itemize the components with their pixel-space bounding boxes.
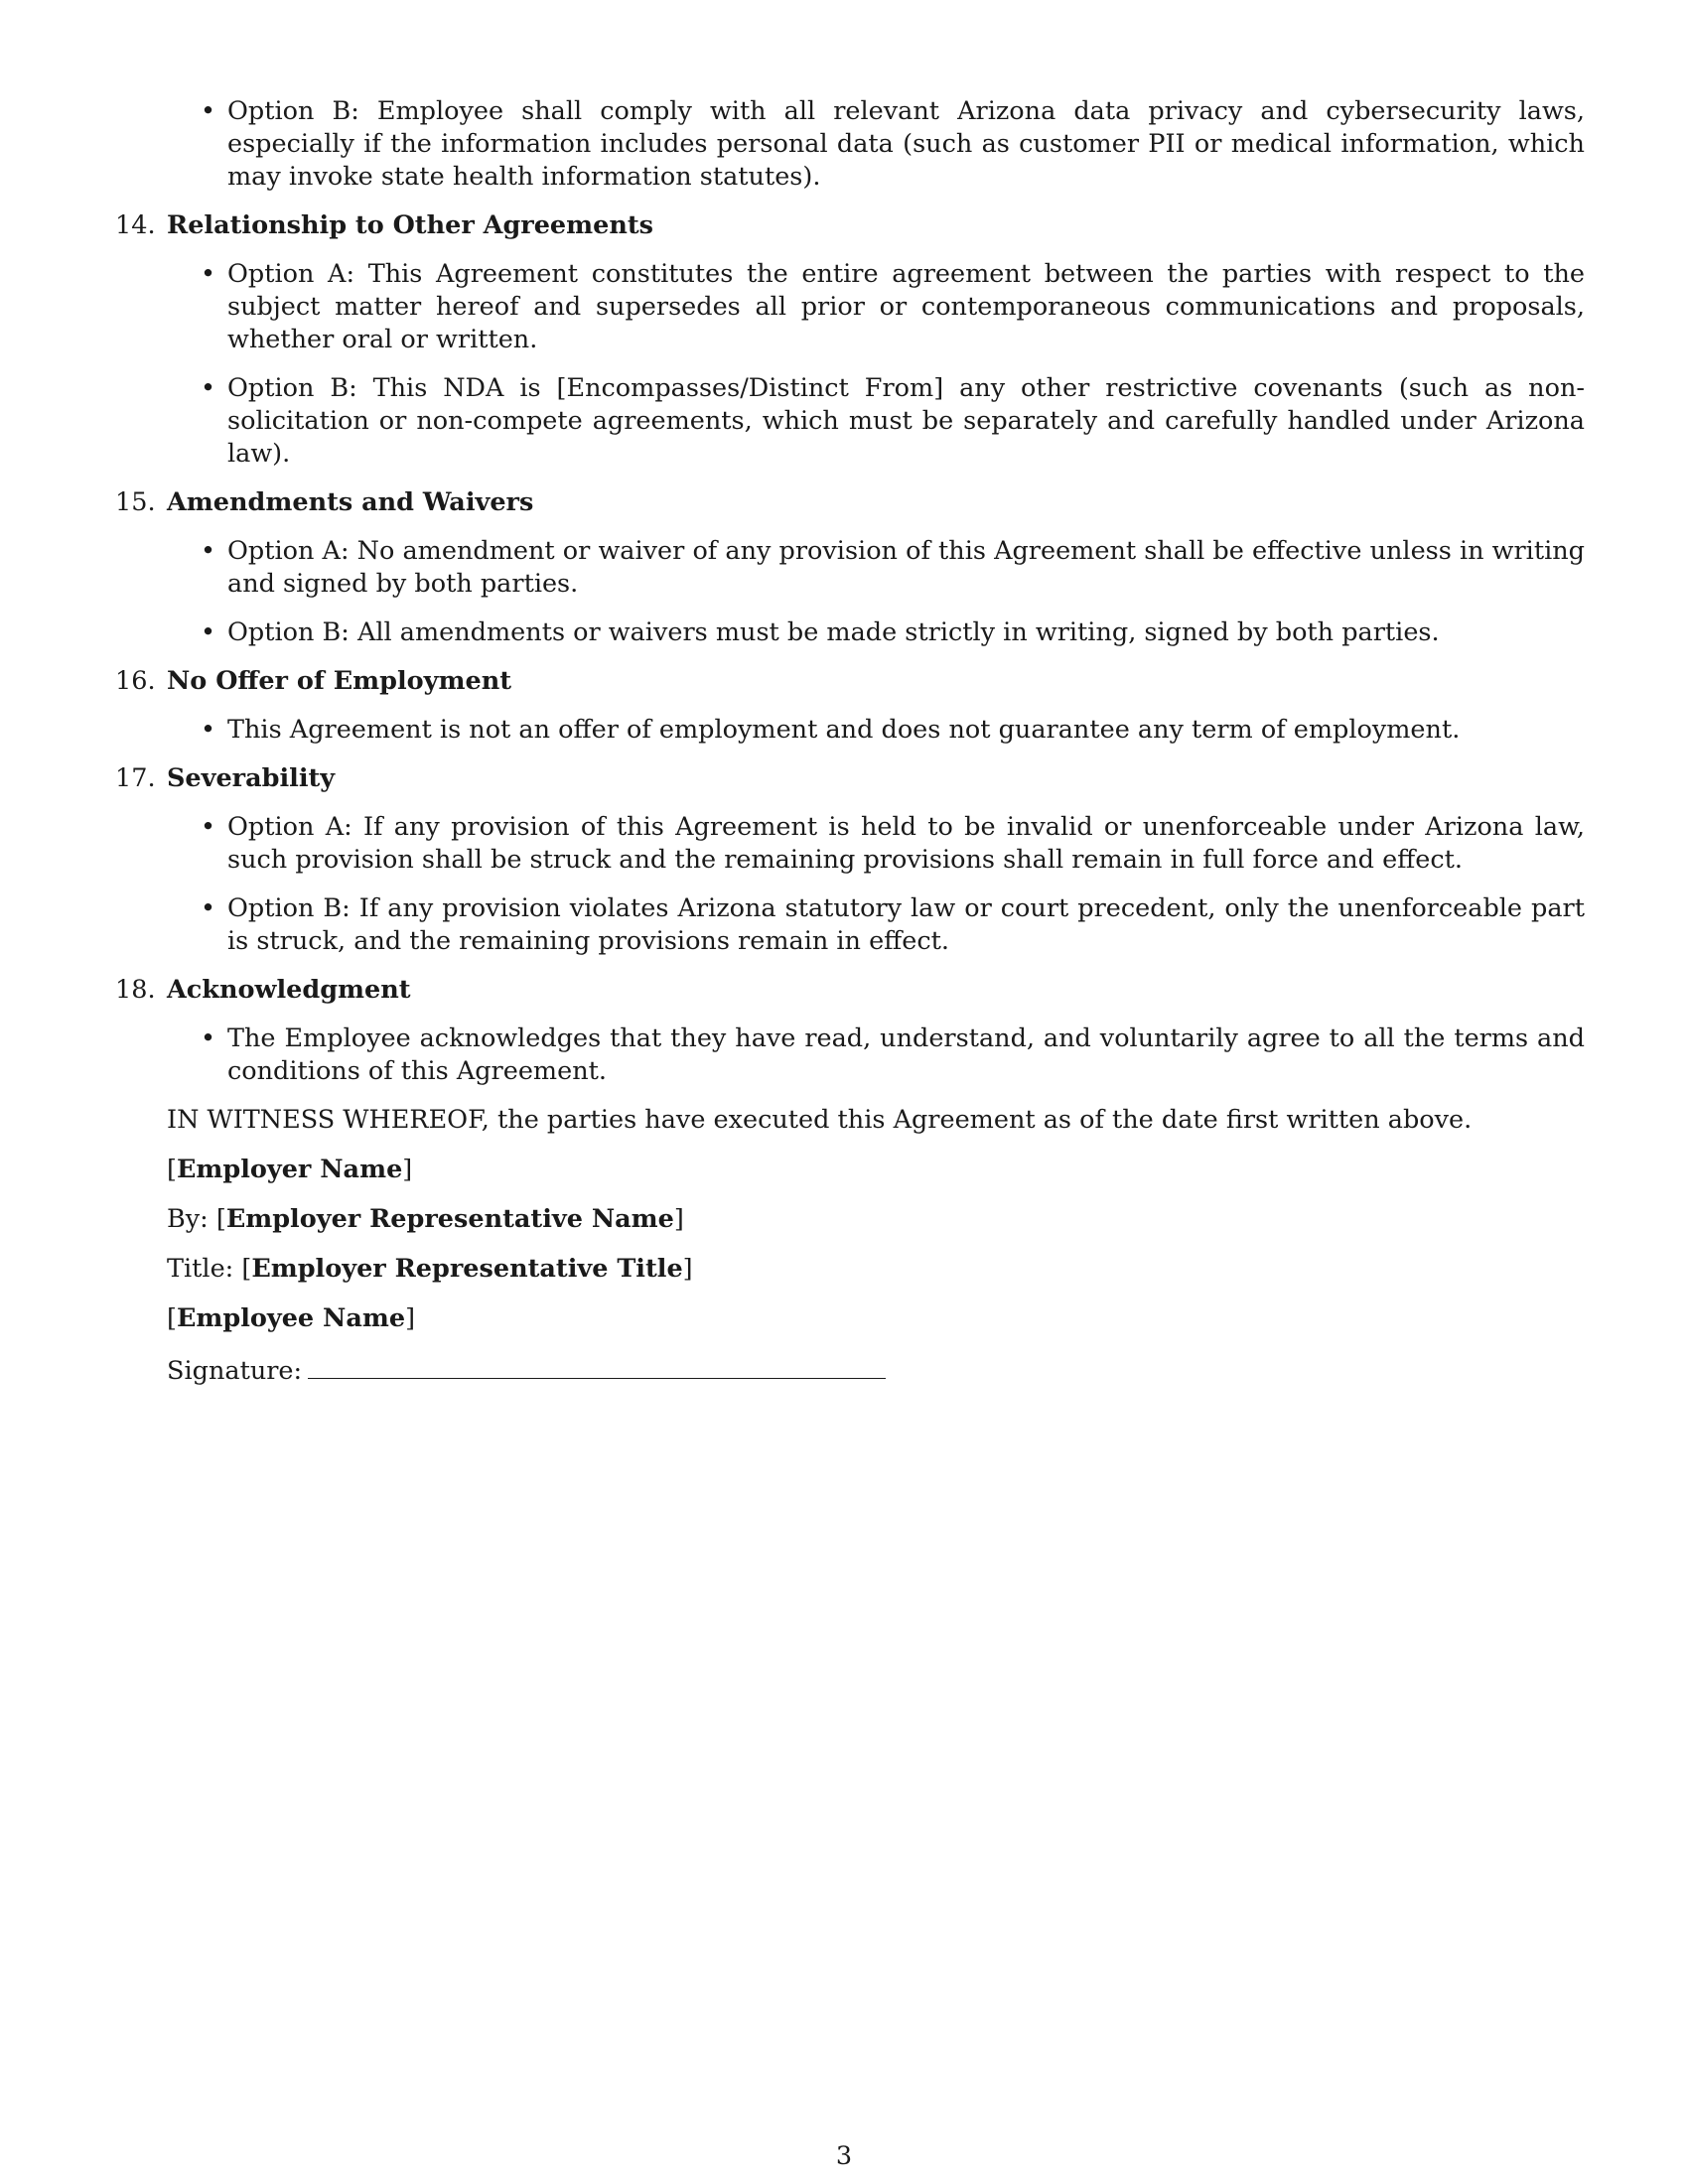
section-heading <box>115 974 1585 1007</box>
section-number: 15. <box>115 487 156 517</box>
section-15 <box>115 486 1585 649</box>
witness-statement: IN WITNESS WHEREOF, the parties have executed this Agreement as of the date first written above. <box>167 1105 1473 1135</box>
section-heading <box>115 209 1585 242</box>
section-18 <box>115 974 1585 1088</box>
section-16 <box>115 665 1585 747</box>
section-title: Relationship to Other Agreements <box>167 210 654 240</box>
employee-name-placeholder: Employee Name <box>176 1303 406 1333</box>
employer-name-placeholder: Employer Name <box>176 1155 403 1184</box>
bullet-list <box>167 535 1585 649</box>
section-title: Amendments and Waivers <box>167 487 534 517</box>
bullet-item: • Option B: If any provision violates Arizona statutory law or court precedent, only the unenforceable part is struck, and the remaining provisions remain in effect. <box>227 892 1585 958</box>
section-heading <box>115 486 1585 519</box>
section-number: 16. <box>115 666 156 696</box>
signature-line-row <box>167 1352 1585 1388</box>
title-label: Title: <box>167 1254 234 1284</box>
section-number: 14. <box>115 210 156 240</box>
section-number: 18. <box>115 975 156 1005</box>
bullet-item: • Option A: If any provision of this Agreement is held to be invalid or unenforceable under Arizona law, such provision shall be struck and the remaining provisions shall remain in full force and effect. <box>227 811 1585 877</box>
bullet-list <box>167 258 1585 471</box>
signature-label: Signature: <box>167 1356 303 1386</box>
by-label: By: <box>167 1204 209 1234</box>
section-17 <box>115 762 1585 958</box>
section-title: Severability <box>167 763 336 793</box>
signature-block <box>167 1104 1585 1388</box>
bullet-list <box>167 1023 1585 1088</box>
bullet-list <box>167 714 1585 747</box>
lead-bullet-list <box>167 95 1585 194</box>
bullet-item: • Option B: Employee shall comply with all relevant Arizona data privacy and cybersecurity laws, especially if the information includes personal data (such as customer PII or medical information, which may invoke state health information statutes). <box>227 95 1585 194</box>
section-heading <box>115 665 1585 698</box>
employer-rep-title-placeholder: Employer Representative Title <box>251 1254 683 1284</box>
bullet-list <box>167 811 1585 958</box>
page-number: 3 <box>835 2141 853 2171</box>
bullet-item: • The Employee acknowledges that they have read, understand, and voluntarily agree to all the terms and conditions of this Agreement. <box>227 1023 1585 1088</box>
bullet-item: • Option A: This Agreement constitutes the entire agreement between the parties with respect to the subject matter hereof and supersedes all prior or contemporaneous communications and proposals, whether oral or written. <box>227 258 1585 356</box>
employer-rep-line: By: [Employer Representative Name] <box>167 1204 684 1234</box>
employer-title-line: Title: [Employer Representative Title] <box>167 1254 693 1284</box>
bullet-item: • Option B: This NDA is [Encompasses/Distinct From] any other restrictive covenants (such as non-solicitation or non-compete agreements, which must be separately and carefully handled under Arizona law). <box>227 372 1585 471</box>
bullet-item: • Option A: No amendment or waiver of any provision of this Agreement shall be effective unless in writing and signed by both parties. <box>227 535 1585 601</box>
section-title: No Offer of Employment <box>167 666 512 696</box>
bullet-item: • This Agreement is not an offer of employment and does not guarantee any term of employment. <box>227 714 1585 747</box>
employer-rep-name-placeholder: Employer Representative Name <box>225 1204 674 1234</box>
employee-name-line: [Employee Name] <box>167 1303 416 1333</box>
section-heading <box>115 762 1585 795</box>
section-title: Acknowledgment <box>167 975 411 1005</box>
employer-name-line: [Employer Name] <box>167 1155 413 1184</box>
section-number: 17. <box>115 763 156 793</box>
document-page <box>115 95 1585 1405</box>
section-14 <box>115 209 1585 471</box>
signature-line <box>308 1352 886 1379</box>
bullet-item: • Option B: All amendments or waivers must be made strictly in writing, signed by both parties. <box>227 616 1585 649</box>
